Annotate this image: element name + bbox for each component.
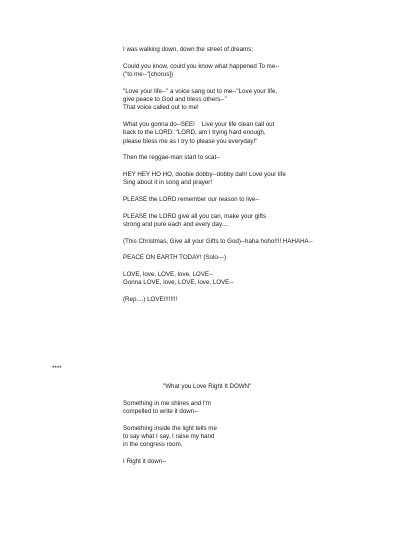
paragraph — [123, 271, 413, 288]
paragraph — [123, 238, 413, 246]
paragraph — [123, 46, 413, 54]
paragraph — [123, 296, 413, 304]
text-line: (This Christmas, Give all your Gifts to God)--haha hoho!!!! HAHAHA-- — [123, 237, 313, 245]
text-line: (Rep....) LOVE!!!!!!!! — [123, 295, 178, 303]
section-separator: **** — [52, 365, 62, 372]
paragraph — [123, 400, 413, 417]
text-line: I was walking down, down the street of dreams; — [123, 46, 254, 53]
text-line: please bless me as I try to please you everyday!" — [123, 137, 258, 145]
text-line: to say what I say, I raise my hand — [123, 432, 215, 440]
text-line: strong and pure each and every day.... — [123, 220, 229, 228]
text-line: Could you know, could you know what happened To me-- — [123, 62, 280, 70]
text-line: "Love your life--" a voice sang out to me--"Love your life, — [123, 87, 278, 95]
text-line: I Right it down-- — [123, 457, 167, 465]
poem — [123, 383, 413, 475]
paragraph — [123, 196, 413, 204]
paragraph — [123, 425, 413, 450]
paragraph — [123, 458, 413, 466]
text-line: in the congress room, — [123, 441, 183, 449]
text-line: back to the LORD: "LORD, am I trying hard enough, — [123, 129, 266, 137]
text-line: That voice called out to me! — [123, 104, 199, 112]
text-line: Something inside the light tells me — [123, 424, 217, 432]
song-lyrics — [123, 46, 413, 313]
poem-title: "What you Love Right It DOWN" — [163, 383, 252, 390]
paragraph — [123, 63, 413, 80]
paragraph — [123, 88, 413, 113]
paragraph — [123, 254, 413, 262]
paragraph — [123, 121, 413, 146]
text-line: HEY HEY HO HO, doobie dobby--dobby dah! Love your life — [123, 170, 286, 178]
paragraph — [123, 213, 413, 230]
text-line: ("to me--"[chorus]) — [123, 70, 174, 78]
text-line: What you gonna do--SEE! Live your life clean call out — [123, 120, 275, 128]
text-line: Something in me shines and I'm — [123, 399, 211, 407]
text-line: PLEASE the LORD remember our reason to live-- — [123, 195, 260, 203]
text-line: give peace to God and bless others--" — [123, 95, 227, 103]
text-line: LOVE, love, LOVE, love, LOVE-- — [123, 270, 214, 278]
text-line: Gonna LOVE, love, LOVE, love, LOVE-- — [123, 279, 234, 287]
text-line: PEACE ON EARTH TODAY! (Solo---) — [123, 254, 227, 262]
text-line: PLEASE the LORD give all you can, make your gifts — [123, 212, 267, 220]
text-line: compelled to write it down-- — [123, 407, 199, 415]
paragraph — [123, 154, 413, 162]
text-line: Sing about it in song and prayer! — [123, 179, 213, 187]
text-line: Then the reggae-man start to scat-- — [123, 154, 221, 162]
paragraph — [123, 171, 413, 188]
